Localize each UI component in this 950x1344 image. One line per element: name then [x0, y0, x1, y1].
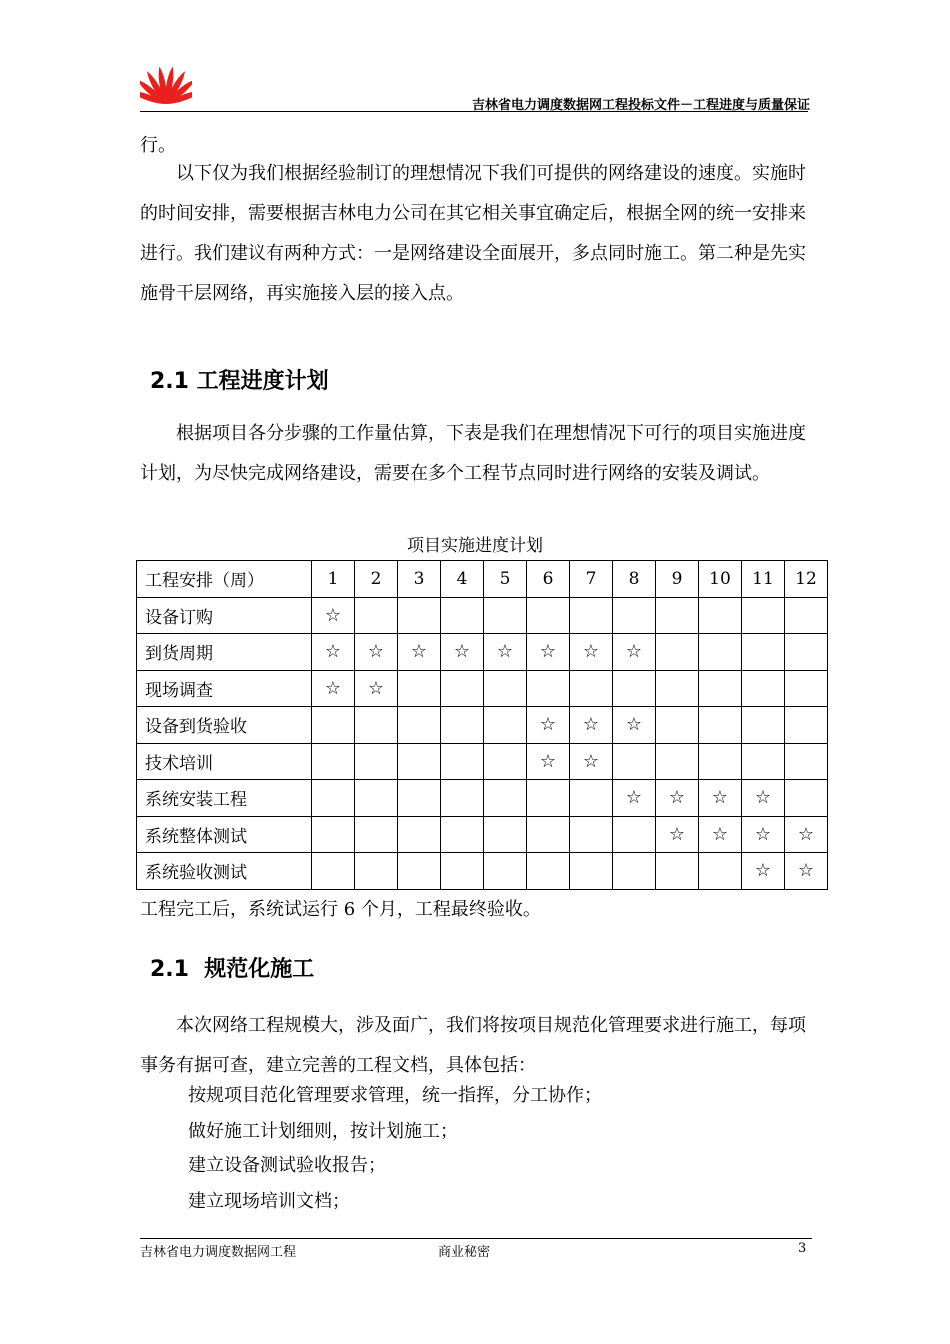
schedule-cell — [699, 670, 742, 707]
footer-center: 商业秘密 — [438, 1245, 491, 1260]
schedule-cell — [570, 634, 613, 671]
schedule-cell — [441, 853, 484, 890]
schedule-cell — [484, 707, 527, 744]
schedule-cell — [656, 743, 699, 780]
star-icon: ☆ — [453, 641, 471, 663]
schedule-cell — [613, 670, 656, 707]
schedule-cell — [699, 634, 742, 671]
week-header-cell: 6 — [527, 561, 570, 598]
schedule-cell — [527, 707, 570, 744]
schedule-cell — [570, 707, 613, 744]
star-icon: ☆ — [754, 860, 772, 882]
star-icon: ☆ — [625, 787, 643, 809]
star-icon: ☆ — [754, 823, 772, 845]
week-header-cell: 4 — [441, 561, 484, 598]
star-icon: ☆ — [797, 860, 815, 882]
schedule-cell — [355, 816, 398, 853]
schedule-cell — [742, 707, 785, 744]
star-icon: ☆ — [539, 750, 557, 772]
task-label: 设备订购 — [137, 597, 312, 634]
schedule-cell — [613, 707, 656, 744]
star-icon: ☆ — [367, 641, 385, 663]
schedule-cell — [699, 853, 742, 890]
table-row — [137, 597, 828, 634]
schedule-cell — [613, 816, 656, 853]
week-header-cell: 8 — [613, 561, 656, 598]
schedule-cell — [785, 670, 828, 707]
schedule-cell — [656, 853, 699, 890]
star-icon: ☆ — [324, 641, 342, 663]
header-title: 吉林省电力调度数据网工程投标文件－工程进度与质量保证 — [471, 98, 810, 113]
table-row — [137, 670, 828, 707]
list-item: 建立现场培训文档； — [188, 1191, 350, 1212]
schedule-cell — [527, 816, 570, 853]
schedule-cell — [570, 780, 613, 817]
schedule-cell — [613, 634, 656, 671]
schedule-cell — [441, 597, 484, 634]
schedule-cell — [699, 597, 742, 634]
schedule-cell — [441, 816, 484, 853]
schedule-cell — [742, 853, 785, 890]
schedule-cell — [312, 816, 355, 853]
week-header-cell: 10 — [699, 561, 742, 598]
table-caption: 项目实施进度计划 — [407, 536, 543, 556]
schedule-cell — [742, 743, 785, 780]
table-row — [137, 634, 828, 671]
week-header-cell: 7 — [570, 561, 613, 598]
week-header-cell: 3 — [398, 561, 441, 598]
task-label: 系统整体测试 — [137, 816, 312, 853]
schedule-cell — [441, 670, 484, 707]
schedule-cell — [355, 634, 398, 671]
task-label: 现场调查 — [137, 670, 312, 707]
week-header-cell: 11 — [742, 561, 785, 598]
task-label: 系统验收测试 — [137, 853, 312, 890]
schedule-cell — [312, 670, 355, 707]
schedule-cell — [527, 853, 570, 890]
footer-rule — [140, 1238, 812, 1239]
table-header-row — [137, 561, 828, 598]
list-item: 建立设备测试验收报告； — [188, 1155, 386, 1176]
section-heading-standard: 2.1 规范化施工 — [150, 957, 315, 982]
task-label: 到货周期 — [137, 634, 312, 671]
star-icon: ☆ — [668, 787, 686, 809]
star-icon: ☆ — [582, 714, 600, 736]
schedule-cell — [613, 743, 656, 780]
schedule-cell — [785, 853, 828, 890]
schedule-cell — [441, 743, 484, 780]
table-row — [137, 816, 828, 853]
header-rule — [140, 111, 808, 112]
schedule-cell — [398, 853, 441, 890]
week-header-cell: 12 — [785, 561, 828, 598]
schedule-cell — [699, 707, 742, 744]
schedule-cell — [570, 853, 613, 890]
star-icon: ☆ — [582, 641, 600, 663]
week-header-cell: 1 — [312, 561, 355, 598]
schedule-cell — [656, 634, 699, 671]
star-icon: ☆ — [496, 641, 514, 663]
week-header-cell: 9 — [656, 561, 699, 598]
after-table-note: 工程完工后，系统试运行 6 个月，工程最终验收。 — [140, 899, 541, 920]
section-heading-schedule: 2.1 工程进度计划 — [150, 369, 329, 394]
schedule-cell — [656, 707, 699, 744]
list-item: 做好施工计划细则，按计划施工； — [188, 1121, 458, 1142]
schedule-cell — [312, 707, 355, 744]
schedule-cell — [527, 670, 570, 707]
schedule-cell — [699, 816, 742, 853]
schedule-cell — [699, 780, 742, 817]
schedule-cell — [355, 853, 398, 890]
star-icon: ☆ — [797, 823, 815, 845]
paragraph-standard: 本次网络工程规模大，涉及面广，我们将按项目规范化管理要求进行施工，每项事务有据可查，建立完善的工程文档，具体包括： — [140, 1015, 806, 1076]
schedule-cell — [656, 597, 699, 634]
schedule-cell — [570, 816, 613, 853]
schedule-table — [136, 560, 828, 890]
star-icon: ☆ — [754, 787, 772, 809]
schedule-cell — [785, 816, 828, 853]
schedule-cell — [785, 780, 828, 817]
schedule-cell — [785, 707, 828, 744]
star-icon: ☆ — [625, 641, 643, 663]
paragraph-intro: 以下仅为我们根据经验制订的理想情况下我们可提供的网络建设的速度。实施时的时间安排，需要根据吉林电力公司在其它相关事宜确定后，根据全网的统一安排来进行。我们建议有两种方式：一是网络建设全面展开，多点同时施工。第二种是先实施骨干层网络，再实施接入层的接入点。 — [140, 163, 806, 304]
star-icon: ☆ — [711, 787, 729, 809]
table-header-label: 工程安排（周） — [137, 561, 312, 598]
schedule-cell — [312, 597, 355, 634]
schedule-cell — [742, 670, 785, 707]
schedule-cell — [484, 597, 527, 634]
schedule-cell — [742, 816, 785, 853]
page-number: 3 — [798, 1241, 807, 1256]
star-icon: ☆ — [539, 641, 557, 663]
schedule-cell — [484, 743, 527, 780]
schedule-cell — [785, 634, 828, 671]
schedule-cell — [484, 670, 527, 707]
schedule-cell — [398, 597, 441, 634]
paragraph-continuation: 行。 — [140, 135, 176, 156]
schedule-cell — [398, 816, 441, 853]
schedule-cell — [742, 780, 785, 817]
paragraph-schedule: 根据项目各分步骤的工作量估算，下表是我们在理想情况下可行的项目实施进度计划，为尽快完成网络建设，需要在多个工程节点同时进行网络的安装及调试。 — [140, 423, 806, 484]
schedule-cell — [613, 597, 656, 634]
schedule-cell — [312, 853, 355, 890]
schedule-cell — [441, 707, 484, 744]
week-header-cell: 5 — [484, 561, 527, 598]
star-icon: ☆ — [539, 714, 557, 736]
star-icon: ☆ — [367, 677, 385, 699]
schedule-cell — [570, 670, 613, 707]
table-row — [137, 743, 828, 780]
task-label: 系统安装工程 — [137, 780, 312, 817]
schedule-cell — [484, 780, 527, 817]
star-icon: ☆ — [410, 641, 428, 663]
schedule-cell — [355, 743, 398, 780]
list-item: 按规项目范化管理要求管理，统一指挥，分工协作； — [188, 1085, 602, 1106]
schedule-cell — [570, 743, 613, 780]
schedule-cell — [355, 780, 398, 817]
schedule-cell — [484, 634, 527, 671]
week-header-cell: 2 — [355, 561, 398, 598]
schedule-cell — [398, 670, 441, 707]
company-logo — [140, 62, 192, 106]
schedule-cell — [484, 816, 527, 853]
table-row — [137, 707, 828, 744]
schedule-cell — [484, 853, 527, 890]
schedule-cell — [785, 597, 828, 634]
schedule-cell — [527, 780, 570, 817]
schedule-cell — [742, 597, 785, 634]
schedule-cell — [613, 853, 656, 890]
schedule-cell — [527, 634, 570, 671]
schedule-cell — [355, 670, 398, 707]
footer-left: 吉林省电力调度数据网工程 — [140, 1245, 297, 1260]
table-row — [137, 853, 828, 890]
schedule-cell — [527, 597, 570, 634]
schedule-cell — [785, 743, 828, 780]
schedule-cell — [398, 634, 441, 671]
star-icon: ☆ — [668, 823, 686, 845]
table-row — [137, 780, 828, 817]
schedule-cell — [312, 634, 355, 671]
schedule-cell — [570, 597, 613, 634]
star-icon: ☆ — [625, 714, 643, 736]
schedule-cell — [527, 743, 570, 780]
schedule-cell — [398, 743, 441, 780]
star-icon: ☆ — [324, 677, 342, 699]
star-icon: ☆ — [324, 604, 342, 626]
schedule-cell — [613, 780, 656, 817]
star-icon: ☆ — [582, 750, 600, 772]
schedule-cell — [355, 597, 398, 634]
schedule-cell — [441, 780, 484, 817]
schedule-cell — [742, 634, 785, 671]
schedule-cell — [656, 780, 699, 817]
schedule-cell — [699, 743, 742, 780]
schedule-cell — [355, 707, 398, 744]
schedule-cell — [398, 707, 441, 744]
star-icon: ☆ — [711, 823, 729, 845]
schedule-cell — [441, 634, 484, 671]
task-label: 技术培训 — [137, 743, 312, 780]
schedule-cell — [398, 780, 441, 817]
schedule-cell — [312, 780, 355, 817]
schedule-cell — [656, 816, 699, 853]
schedule-cell — [656, 670, 699, 707]
schedule-cell — [312, 743, 355, 780]
task-label: 设备到货验收 — [137, 707, 312, 744]
